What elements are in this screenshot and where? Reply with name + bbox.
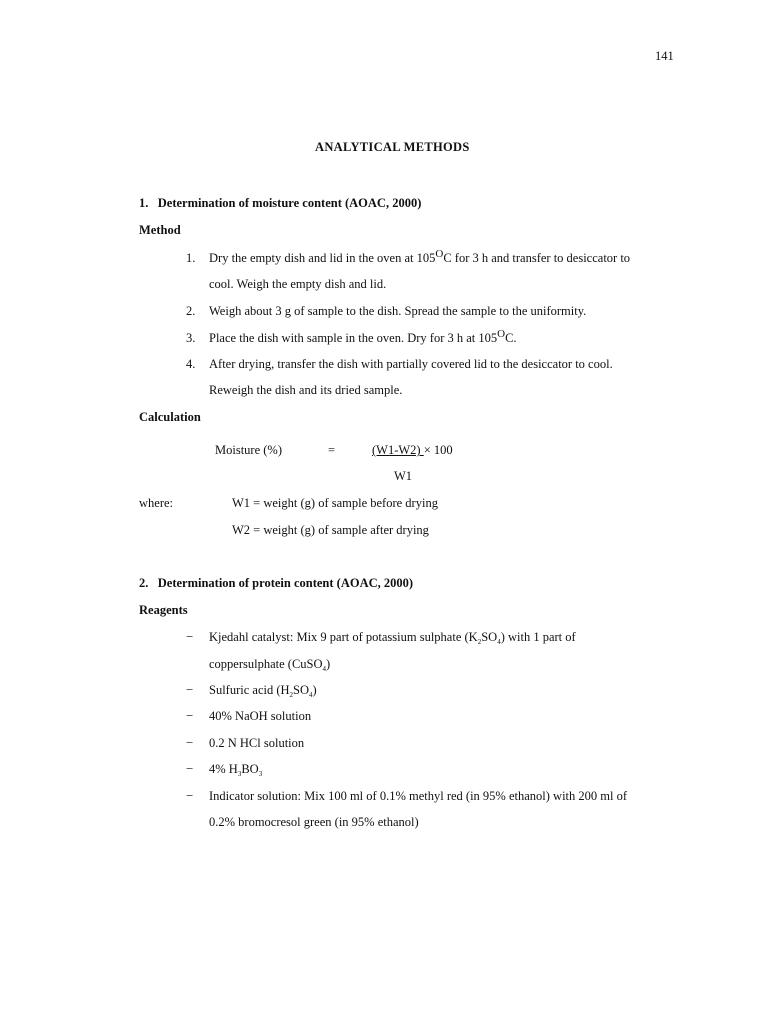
reagent-text: 40% NaOH solution (209, 709, 312, 723)
step-text: Place the dish with sample in the oven. Dry for 3 h at $105^OC$. (209, 328, 517, 345)
reagent-text: Kjedahl catalyst: Mix 9 part of potassium sulphate $(K_2SO_4)$ with 1 part of (209, 630, 576, 646)
reagent-text: Indicator solution: Mix 100 ml of 0.1% methyl red (in 95% ethanol) with 200 ml of (209, 789, 627, 803)
step-number: 1. (186, 251, 196, 265)
section1-heading: 1. Determination of moisture content (AOAC, 2000) (139, 196, 422, 210)
step-number: 3. (186, 331, 196, 345)
step-text: Weigh about 3 g of sample to the dish. Spread the sample to the uniformity. (209, 304, 587, 318)
bullet-dash: − (186, 788, 194, 803)
step-number: 2. (186, 304, 196, 318)
step-text: Dry the empty dish and lid in the oven at $105^OC$ for 3 h and transfer to desiccator to (209, 248, 631, 265)
formula-lhs: Moisture (%) (215, 443, 282, 457)
bullet-dash: − (186, 629, 194, 644)
bullet-dash: − (186, 708, 194, 723)
step-text: After drying, transfer the dish with partially covered lid to the desiccator to cool. (209, 357, 613, 371)
reagent-text: 4% $H_3BO_3$ (209, 762, 263, 778)
bullet-dash: − (186, 761, 194, 776)
section2-heading: 2. Determination of protein content (AOAC, 2000) (139, 576, 414, 590)
formula-equals: = (328, 443, 336, 457)
step-number: 4. (186, 357, 196, 371)
page-title: ANALYTICAL METHODS (315, 140, 470, 154)
where-label: where: (139, 496, 174, 510)
bullet-dash: − (186, 682, 194, 697)
step-text-continued: Reweigh the dish and its dried sample. (209, 383, 403, 397)
where-line: W2 = weight (g) of sample after drying (232, 523, 429, 537)
bullet-dash: − (186, 735, 194, 750)
calculation-heading: Calculation (139, 410, 201, 424)
method-heading: Method (139, 223, 181, 237)
where-line: W1 = weight (g) of sample before drying (232, 496, 438, 510)
reagent-text-continued: coppersulphate (CuSO$_4$) (209, 657, 331, 673)
reagent-text: 0.2 N HCl solution (209, 736, 305, 750)
reagents-heading: Reagents (139, 603, 188, 617)
formula-denominator: W1 (394, 469, 413, 483)
formula-numerator: (W1-W2) × 100 (372, 443, 453, 457)
reagent-text-continued: 0.2% bromocresol green (in 95% ethanol) (209, 815, 419, 829)
page-number: 141 (655, 49, 674, 63)
reagent-text: Sulfuric acid $(H_2SO_4)$ (209, 683, 317, 699)
step-text-continued: cool. Weigh the empty dish and lid. (209, 277, 387, 291)
